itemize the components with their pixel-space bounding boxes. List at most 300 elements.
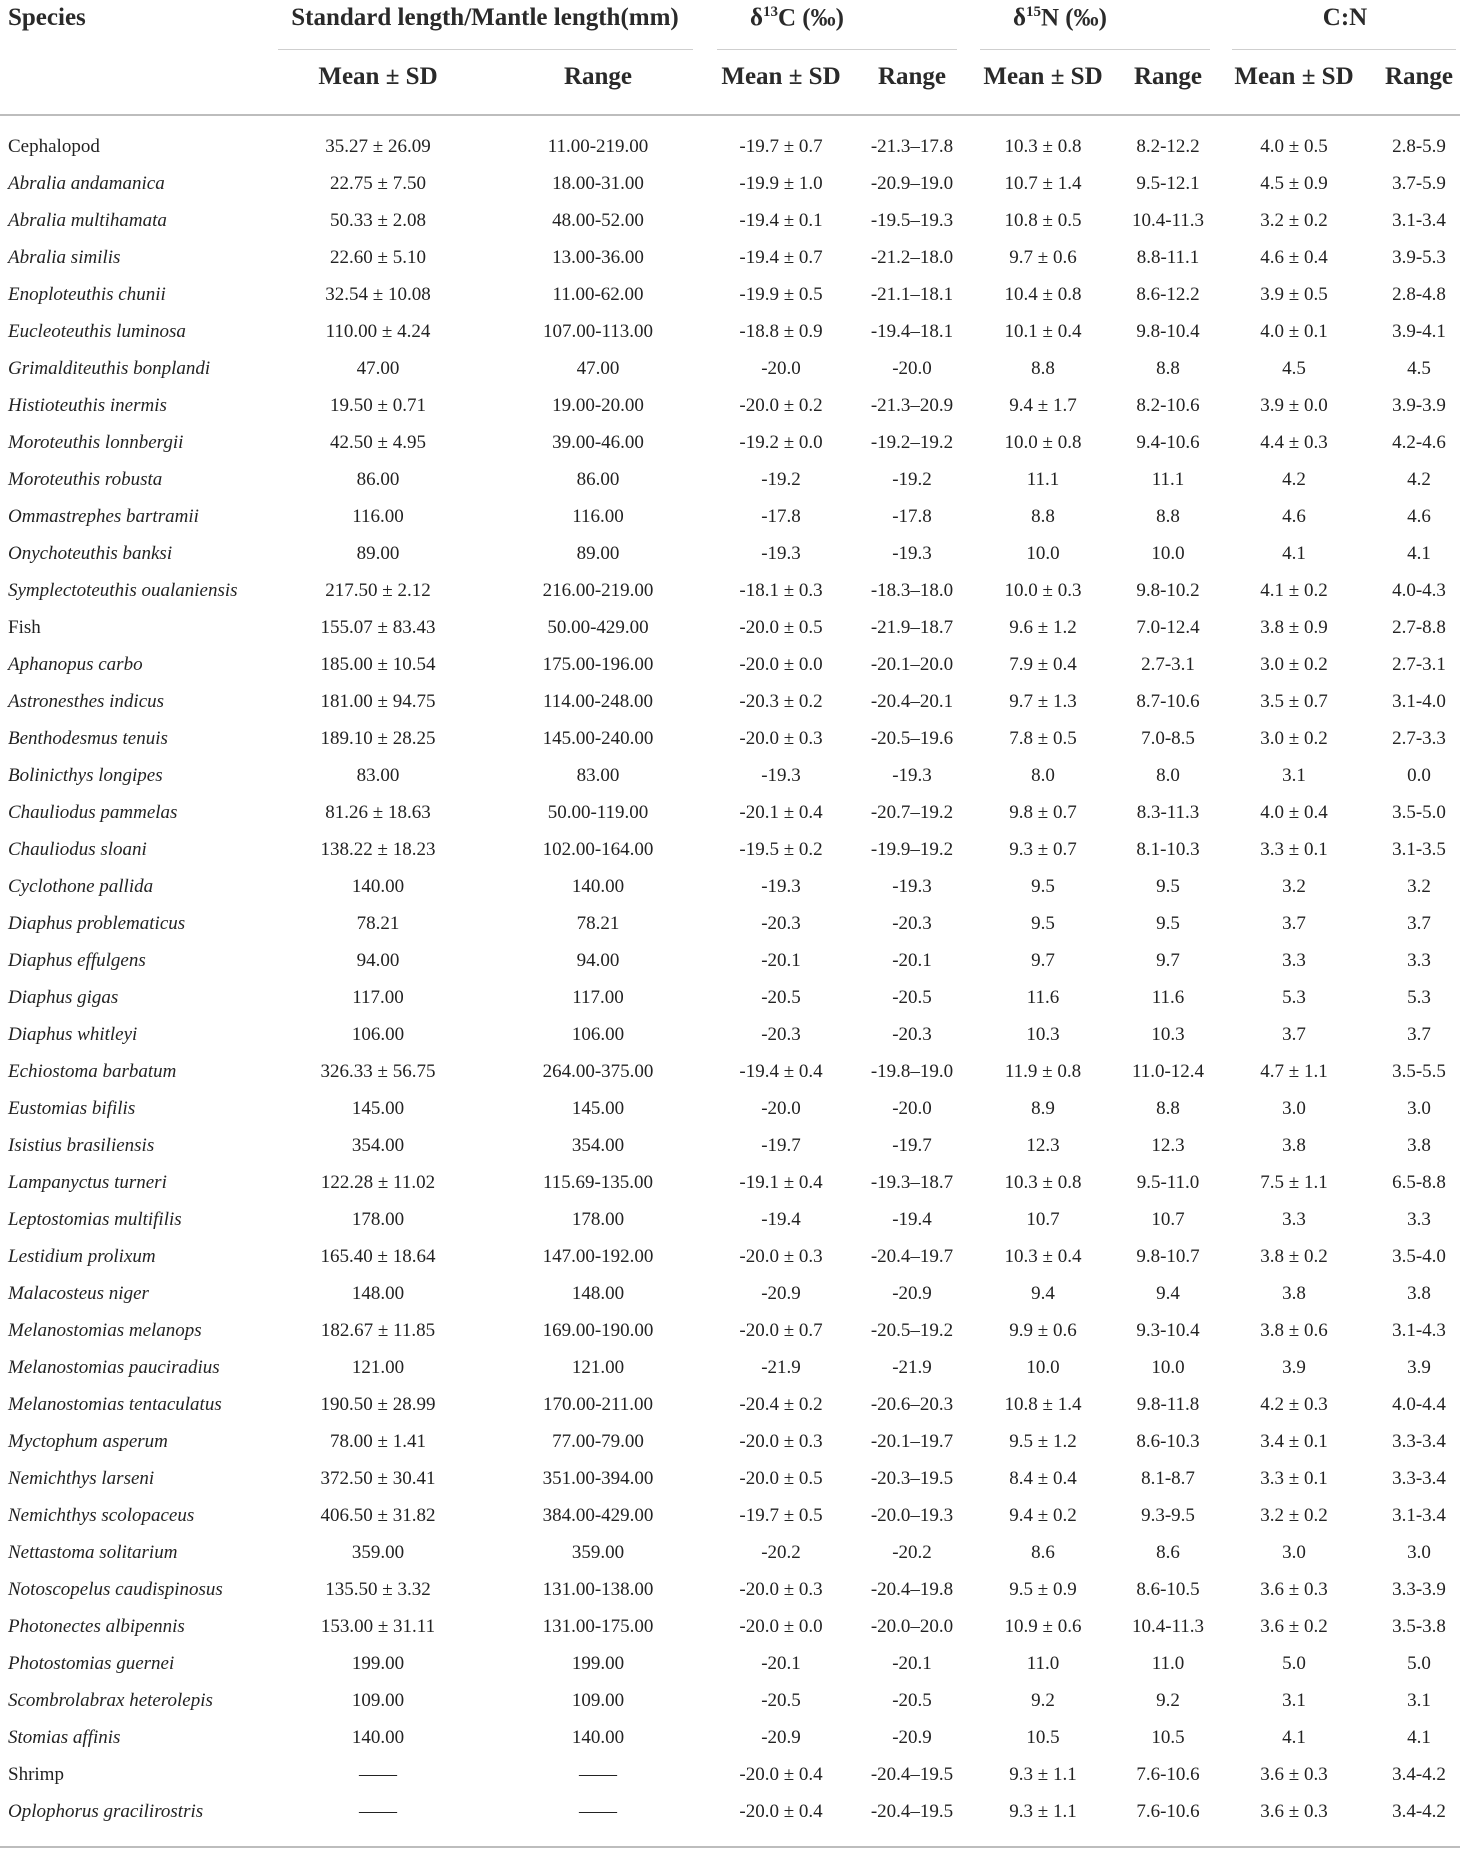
subheader-length-range: Range [563, 63, 633, 90]
row-value: -18.8 ± 0.9 [739, 321, 823, 342]
row-value: 3.8 [1282, 1135, 1306, 1156]
row-value: 3.8 [1407, 1283, 1431, 1304]
row-value: 3.1-4.3 [1392, 1320, 1446, 1341]
row-species: Echiostoma barbatum [8, 1061, 177, 1082]
row-value: -19.5–19.3 [870, 210, 954, 231]
row-species: Astronesthes indicus [8, 691, 165, 712]
subheader-d15n-range: Range [1133, 63, 1203, 90]
row-value: 89.00 [356, 543, 400, 564]
row-species: Onychoteuthis banksi [8, 543, 173, 564]
row-value: -19.4 [761, 1209, 801, 1230]
row-value: 10.7 [1151, 1209, 1185, 1230]
row-species: Eucleoteuthis luminosa [8, 321, 186, 342]
header-length-group: Standard length/Mantle length(mm) [291, 4, 679, 31]
row-species: Nettastoma solitarium [8, 1542, 178, 1563]
row-value: 8.8 [1031, 358, 1055, 379]
row-value: -20.1–20.0 [870, 654, 954, 675]
row-value: 3.2 [1407, 876, 1431, 897]
row-species: Myctophum asperum [8, 1431, 168, 1452]
row-value: 109.00 [571, 1690, 625, 1711]
row-value: -21.9 [892, 1357, 932, 1378]
row-value: 3.3 [1282, 950, 1306, 971]
row-value: 10.1 ± 0.4 [1004, 321, 1082, 342]
row-species: Moroteuthis lonnbergii [8, 432, 184, 453]
row-value: 148.00 [351, 1283, 405, 1304]
d15n-prefix: δ [1013, 4, 1027, 32]
row-value: -19.4 ± 0.1 [739, 210, 823, 231]
row-value: 3.5-5.0 [1392, 802, 1446, 823]
row-value: 2.7-8.8 [1392, 617, 1446, 638]
row-value: 3.3 [1407, 950, 1431, 971]
row-value: -20.3 [761, 913, 801, 934]
row-value: 4.7 ± 1.1 [1260, 1061, 1328, 1082]
row-value: 5.3 [1407, 987, 1431, 1008]
row-value: -20.0 ± 0.3 [739, 1246, 823, 1267]
row-value: 4.5 ± 0.9 [1260, 173, 1328, 194]
row-value: 4.2 [1407, 469, 1431, 490]
row-value: 4.5 [1407, 358, 1431, 379]
row-value: 2.7-3.3 [1392, 728, 1446, 749]
row-value: 3.1-3.4 [1392, 1505, 1446, 1526]
row-value: 9.7 [1031, 950, 1055, 971]
row-value: 147.00-192.00 [542, 1246, 654, 1267]
row-value: 8.8 [1156, 506, 1180, 527]
row-value: -20.5–19.2 [870, 1320, 954, 1341]
d15n-suffix: N (‰) [1041, 4, 1107, 32]
row-value: 94.00 [356, 950, 400, 971]
row-value: 9.5 ± 0.9 [1009, 1579, 1077, 1600]
row-value: -20.3 [892, 1024, 932, 1045]
row-value: 8.4 ± 0.4 [1009, 1468, 1077, 1489]
d13c-prefix: δ [750, 4, 764, 32]
row-value: 4.2 ± 0.3 [1260, 1394, 1328, 1415]
row-value: 8.6-10.5 [1136, 1579, 1200, 1600]
row-value: 3.0 [1282, 1098, 1306, 1119]
row-value: 4.1 [1407, 1727, 1431, 1748]
row-value: 2.8-4.8 [1392, 284, 1446, 305]
row-value: 2.7-3.1 [1392, 654, 1446, 675]
row-value: 217.50 ± 2.12 [325, 580, 431, 601]
row-value: 10.0 ± 0.3 [1004, 580, 1082, 601]
row-value: 3.6 ± 0.3 [1260, 1801, 1328, 1822]
row-value: 9.7 ± 0.6 [1009, 247, 1077, 268]
row-value: 102.00-164.00 [542, 839, 654, 860]
row-species: Eustomias bifilis [8, 1098, 136, 1119]
row-value: -19.4 ± 0.4 [739, 1061, 823, 1082]
row-value: -19.3 [892, 543, 932, 564]
table-bottom-rule [0, 1846, 1460, 1848]
row-value: 9.3 ± 1.1 [1009, 1764, 1077, 1785]
underline-cn [1232, 49, 1456, 50]
row-value: 131.00-138.00 [542, 1579, 654, 1600]
row-value: 4.6 ± 0.4 [1260, 247, 1328, 268]
row-value: 9.5 [1031, 876, 1055, 897]
row-value: 3.0 [1282, 1542, 1306, 1563]
row-value: 140.00 [351, 1727, 405, 1748]
row-value: -21.9 [761, 1357, 801, 1378]
row-value: 11.00-219.00 [547, 136, 649, 157]
row-value: 116.00 [572, 506, 624, 527]
subheader-d13c-range: Range [877, 63, 947, 90]
row-species: Leptostomias multifilis [8, 1209, 182, 1230]
row-value: 10.8 ± 1.4 [1004, 1394, 1082, 1415]
row-species: Diaphus effulgens [8, 950, 146, 971]
row-value: -20.0 [892, 358, 932, 379]
row-value: 181.00 ± 94.75 [320, 691, 436, 712]
row-value: 7.9 ± 0.4 [1009, 654, 1077, 675]
row-value: 122.28 ± 11.02 [320, 1172, 436, 1193]
row-value: -20.0 ± 0.4 [739, 1764, 823, 1785]
row-value: 3.6 ± 0.2 [1260, 1616, 1328, 1637]
row-value: 140.00 [351, 876, 405, 897]
row-value: -20.4–19.5 [870, 1764, 954, 1785]
row-value: 8.8-11.1 [1136, 247, 1200, 268]
row-species: Notoscopelus caudispinosus [8, 1579, 223, 1600]
row-value: 42.50 ± 4.95 [330, 432, 426, 453]
row-value: -20.0 ± 0.3 [739, 728, 823, 749]
row-value: 9.7 [1156, 950, 1180, 971]
row-value: 8.7-10.6 [1136, 691, 1200, 712]
subheader-length-mean: Mean ± SD [318, 63, 438, 90]
row-value: 145.00 [351, 1098, 405, 1119]
row-value: -19.4–18.1 [870, 321, 954, 342]
row-value: 10.3 ± 0.4 [1004, 1246, 1082, 1267]
row-value: 4.2 [1282, 469, 1306, 490]
d15n-sup: 15 [1026, 4, 1042, 20]
row-value: -20.5–19.6 [870, 728, 954, 749]
row-value: 47.00 [576, 358, 620, 379]
row-value: 9.6 ± 1.2 [1009, 617, 1077, 638]
row-value: -20.4 ± 0.2 [739, 1394, 823, 1415]
row-value: 10.0 [1026, 1357, 1060, 1378]
row-value: -21.9–18.7 [870, 617, 954, 638]
row-value: 11.0 [1026, 1653, 1060, 1674]
row-species: Moroteuthis robusta [8, 469, 163, 490]
row-value: 3.3-3.9 [1392, 1579, 1446, 1600]
row-value: 354.00 [351, 1135, 405, 1156]
row-value: -20.0–19.3 [870, 1505, 954, 1526]
row-value: 3.3-3.4 [1392, 1431, 1446, 1452]
row-value: 10.3 [1026, 1024, 1060, 1045]
row-value: 9.8-10.7 [1136, 1246, 1200, 1267]
row-value: 13.00-36.00 [552, 247, 644, 268]
row-value: 4.0 ± 0.5 [1260, 136, 1328, 157]
row-value: -19.3 [761, 543, 801, 564]
row-value: 190.50 ± 28.99 [320, 1394, 436, 1415]
row-value: 10.3 ± 0.8 [1004, 136, 1082, 157]
row-value: 11.0 [1151, 1653, 1185, 1674]
row-value: 7.0-12.4 [1136, 617, 1200, 638]
row-species: Histioteuthis inermis [8, 395, 167, 416]
row-species: Fish [8, 617, 41, 638]
underline-d13c [717, 49, 957, 50]
row-value: 4.0-4.4 [1392, 1394, 1446, 1415]
row-value: 110.00 ± 4.24 [325, 321, 431, 342]
row-value: 199.00 [351, 1653, 405, 1674]
row-value: 3.7-5.9 [1392, 173, 1446, 194]
row-value: 199.00 [571, 1653, 625, 1674]
row-value: 8.6 [1031, 1542, 1055, 1563]
row-value: 86.00 [356, 469, 400, 490]
row-value: 9.5 [1031, 913, 1055, 934]
row-value: -19.7 [761, 1135, 801, 1156]
row-value: -20.1 [761, 950, 801, 971]
row-value: 9.5 [1156, 876, 1180, 897]
row-value: 10.5 [1026, 1727, 1060, 1748]
row-value: 11.1 [1151, 469, 1185, 490]
row-value: 185.00 ± 10.54 [320, 654, 436, 675]
subheader-d13c-mean: Mean ± SD [721, 63, 841, 90]
row-value: 3.0 ± 0.2 [1260, 728, 1328, 749]
row-value: 8.0 [1156, 765, 1180, 786]
row-value: -20.4–20.1 [870, 691, 954, 712]
row-value: 9.4-10.6 [1136, 432, 1200, 453]
row-value: 22.60 ± 5.10 [330, 247, 426, 268]
row-value: 114.00-248.00 [542, 691, 654, 712]
row-value: 3.7 [1282, 1024, 1306, 1045]
row-species: Diaphus gigas [8, 987, 119, 1008]
row-value: 77.00-79.00 [552, 1431, 644, 1452]
row-value: -20.4–19.5 [870, 1801, 954, 1822]
row-value: 3.8 ± 0.2 [1260, 1246, 1328, 1267]
row-value: -19.4 [892, 1209, 932, 1230]
row-value: -20.1–19.7 [870, 1431, 954, 1452]
row-species: Oplophorus gracilirostris [8, 1801, 204, 1822]
row-value: 12.3 [1026, 1135, 1060, 1156]
row-value: -20.5 [761, 1690, 801, 1711]
row-value: 10.4-11.3 [1131, 1616, 1205, 1637]
row-value: 264.00-375.00 [542, 1061, 654, 1082]
row-value: 189.10 ± 28.25 [320, 728, 436, 749]
row-value: 50.33 ± 2.08 [330, 210, 426, 231]
row-value: 4.6 [1407, 506, 1431, 527]
row-species: Enoploteuthis chunii [8, 284, 166, 305]
row-value: 10.5 [1151, 1727, 1185, 1748]
row-species: Melanostomias tentaculatus [8, 1394, 222, 1415]
row-value: 354.00 [571, 1135, 625, 1156]
row-value: 19.50 ± 0.71 [330, 395, 426, 416]
subheader-cn-range: Range [1384, 63, 1454, 90]
row-value: 83.00 [576, 765, 620, 786]
row-value: 135.50 ± 3.32 [325, 1579, 431, 1600]
row-species: Benthodesmus tenuis [8, 728, 168, 749]
row-value: 406.50 ± 31.82 [320, 1505, 436, 1526]
row-value: 3.4-4.2 [1392, 1764, 1446, 1785]
row-value: 5.0 [1282, 1653, 1306, 1674]
row-value: 145.00-240.00 [542, 728, 654, 749]
row-value: 153.00 ± 31.11 [320, 1616, 436, 1637]
row-value: 3.1-3.5 [1392, 839, 1446, 860]
row-value: 107.00-113.00 [542, 321, 654, 342]
row-value: -20.0 [761, 1098, 801, 1119]
row-value: 8.8 [1156, 358, 1180, 379]
row-value: 3.5-4.0 [1392, 1246, 1446, 1267]
row-value: 3.9 ± 0.0 [1260, 395, 1328, 416]
row-value: 9.3-10.4 [1136, 1320, 1200, 1341]
subheader-d15n-mean: Mean ± SD [983, 63, 1103, 90]
row-value: -20.5 [892, 1690, 932, 1711]
row-value: 3.5 ± 0.7 [1260, 691, 1328, 712]
row-value: 78.21 [356, 913, 400, 934]
row-value: -20.7–19.2 [870, 802, 954, 823]
row-value: 81.26 ± 18.63 [325, 802, 431, 823]
row-value: 9.5-12.1 [1136, 173, 1200, 194]
underline-length [278, 49, 693, 50]
row-value: 182.67 ± 11.85 [320, 1320, 436, 1341]
row-value: -19.3 [761, 765, 801, 786]
row-value: -20.4–19.7 [870, 1246, 954, 1267]
row-value: 106.00 [571, 1024, 625, 1045]
row-value: 8.2-10.6 [1136, 395, 1200, 416]
row-value: 8.9 [1031, 1098, 1055, 1119]
row-value: 12.3 [1151, 1135, 1185, 1156]
row-value: 8.8 [1156, 1098, 1180, 1119]
row-value: 178.00 [571, 1209, 625, 1230]
row-value: 4.5 [1282, 358, 1306, 379]
row-value: -20.0 ± 0.5 [739, 1468, 823, 1489]
row-value: 148.00 [571, 1283, 625, 1304]
row-value: 8.6-12.2 [1136, 284, 1200, 305]
row-value: 89.00 [576, 543, 620, 564]
row-value: 165.40 ± 18.64 [320, 1246, 436, 1267]
row-species: Photonectes albipennis [8, 1616, 185, 1637]
row-value: 83.00 [356, 765, 400, 786]
row-value: 4.1 [1282, 543, 1306, 564]
row-value: —— [579, 1764, 617, 1785]
row-value: 3.9-4.1 [1392, 321, 1446, 342]
row-value: -20.0 ± 0.3 [739, 1579, 823, 1600]
row-value: 10.9 ± 0.6 [1004, 1616, 1082, 1637]
subheader-cn-mean: Mean ± SD [1234, 63, 1354, 90]
row-value: 50.00-429.00 [547, 617, 649, 638]
row-species: Aphanopus carbo [8, 654, 143, 675]
row-value: -20.0–20.0 [870, 1616, 954, 1637]
row-value: 8.6 [1156, 1542, 1180, 1563]
row-value: 3.1 [1282, 765, 1306, 786]
row-species: Nemichthys scolopaceus [8, 1505, 195, 1526]
row-value: 9.7 ± 1.3 [1009, 691, 1077, 712]
row-value: 11.6 [1151, 987, 1185, 1008]
row-value: 9.4 [1156, 1283, 1180, 1304]
row-value: 10.7 ± 1.4 [1004, 173, 1082, 194]
row-species: Symplectoteuthis oualaniensis [8, 580, 238, 601]
row-value: 3.9-5.3 [1392, 247, 1446, 268]
row-value: 384.00-429.00 [542, 1505, 654, 1526]
row-value: 115.69-135.00 [542, 1172, 654, 1193]
row-value: 359.00 [351, 1542, 405, 1563]
row-value: -21.2–18.0 [870, 247, 954, 268]
row-value: -18.1 ± 0.3 [739, 580, 823, 601]
row-value: 9.8-11.8 [1136, 1394, 1200, 1415]
row-value: 50.00-119.00 [547, 802, 649, 823]
row-species: Abralia andamanica [8, 173, 165, 194]
row-value: -20.2 [892, 1542, 932, 1563]
header-species: Species [8, 4, 86, 31]
d13c-suffix: C (‰) [778, 4, 844, 32]
row-value: 140.00 [571, 876, 625, 897]
row-value: 10.0 [1151, 543, 1185, 564]
row-value: 4.0 ± 0.1 [1260, 321, 1328, 342]
row-value: 9.2 [1031, 1690, 1055, 1711]
row-value: -19.9 ± 0.5 [739, 284, 823, 305]
underline-d15n [980, 49, 1210, 50]
row-value: -19.2 ± 0.0 [739, 432, 823, 453]
row-value: 11.1 [1026, 469, 1060, 490]
row-value: -20.5 [892, 987, 932, 1008]
row-value: 10.3 [1151, 1024, 1185, 1045]
row-value: -21.3–20.9 [870, 395, 954, 416]
row-value: 9.9 ± 0.6 [1009, 1320, 1077, 1341]
header-bottom-rule [0, 114, 1460, 116]
row-species: Malacosteus niger [8, 1283, 149, 1304]
row-value: 4.1 ± 0.2 [1260, 580, 1328, 601]
row-species: Chauliodus pammelas [8, 802, 178, 823]
row-value: -19.3 [892, 876, 932, 897]
row-value: —— [359, 1801, 397, 1822]
row-value: 32.54 ± 10.08 [325, 284, 431, 305]
row-value: 3.9 [1407, 1357, 1431, 1378]
row-value: 3.5-5.5 [1392, 1061, 1446, 1082]
row-value: -20.0 ± 0.4 [739, 1801, 823, 1822]
row-value: 3.1-4.0 [1392, 691, 1446, 712]
row-value: -17.8 [761, 506, 801, 527]
row-value: 10.8 ± 0.5 [1004, 210, 1082, 231]
row-value: 140.00 [571, 1727, 625, 1748]
row-value: 94.00 [576, 950, 620, 971]
row-value: 109.00 [351, 1690, 405, 1711]
row-value: 359.00 [571, 1542, 625, 1563]
row-value: -20.9–19.0 [870, 173, 954, 194]
row-species: Stomias affinis [8, 1727, 121, 1748]
row-value: 145.00 [571, 1098, 625, 1119]
row-value: -19.4 ± 0.7 [739, 247, 823, 268]
row-value: -20.1 [892, 1653, 932, 1674]
row-value: 106.00 [351, 1024, 405, 1045]
row-species: Melanostomias pauciradius [8, 1357, 220, 1378]
row-value: -20.0 [892, 1098, 932, 1119]
row-value: 11.9 ± 0.8 [1004, 1061, 1082, 1082]
row-value: -20.1 [892, 950, 932, 971]
row-value: 10.3 ± 0.8 [1004, 1172, 1082, 1193]
row-value: -20.0 ± 0.3 [739, 1431, 823, 1452]
row-value: 22.75 ± 7.50 [330, 173, 426, 194]
row-value: 9.8-10.2 [1136, 580, 1200, 601]
row-value: 3.3 [1282, 1209, 1306, 1230]
row-value: -20.1 [761, 1653, 801, 1674]
row-value: 8.2-12.2 [1136, 136, 1200, 157]
row-value: 8.3-11.3 [1136, 802, 1200, 823]
row-value: 4.6 [1282, 506, 1306, 527]
row-value: 4.2-4.6 [1392, 432, 1446, 453]
row-value: -19.2–19.2 [870, 432, 954, 453]
row-value: 175.00-196.00 [542, 654, 654, 675]
row-value: -20.4–19.8 [870, 1579, 954, 1600]
row-value: 9.5 ± 1.2 [1009, 1431, 1077, 1452]
row-value: 3.3-3.4 [1392, 1468, 1446, 1489]
row-value: 10.0 [1151, 1357, 1185, 1378]
row-value: 11.0-12.4 [1131, 1061, 1205, 1082]
row-value: 9.3 ± 1.1 [1009, 1801, 1077, 1822]
row-value: 7.5 ± 1.1 [1260, 1172, 1328, 1193]
row-value: -19.8–19.0 [870, 1061, 954, 1082]
row-value: 2.8-5.9 [1392, 136, 1446, 157]
row-value: 3.1 [1407, 1690, 1431, 1711]
row-value: 138.22 ± 18.23 [320, 839, 436, 860]
row-value: -19.5 ± 0.2 [739, 839, 823, 860]
row-value: 3.0 [1407, 1098, 1431, 1119]
row-value: 48.00-52.00 [552, 210, 644, 231]
row-value: 3.4 ± 0.1 [1260, 1431, 1328, 1452]
